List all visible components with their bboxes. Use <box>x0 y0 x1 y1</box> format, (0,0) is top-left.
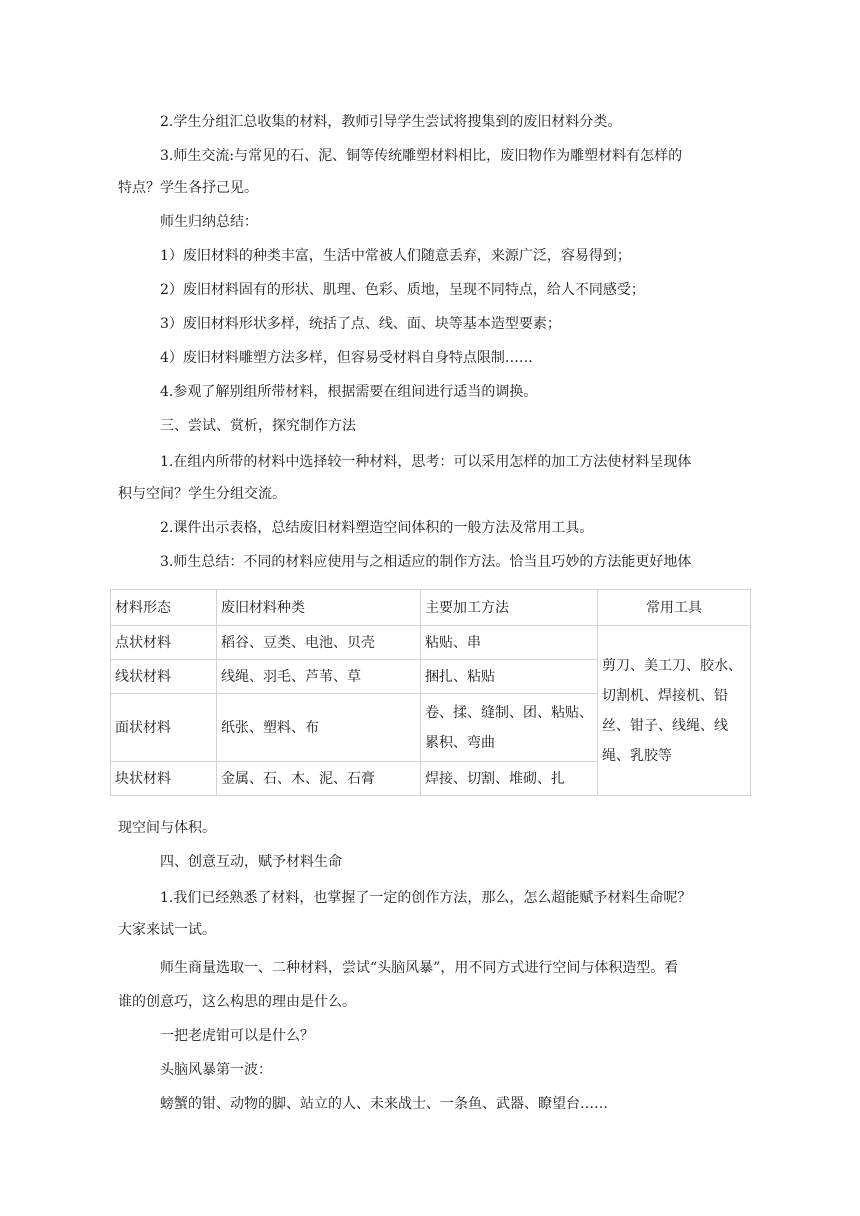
cell-method: 焊接、切割、堆砌、扎 <box>421 762 598 796</box>
materials-table <box>110 589 751 796</box>
paragraph: 特点？学生各抒己见。 <box>118 180 258 196</box>
cell-tools: 剪刀、美工刀、胶水、切割机、焊接机、铅丝、钳子、线绳、线绳、乳胶等 <box>598 626 751 796</box>
paragraph: 1.我们已经熟悉了材料，也掌握了一定的创作方法，那么，怎么超能赋予材料生命呢？ <box>160 890 692 906</box>
header-tools: 常用工具 <box>598 590 751 626</box>
cell-kinds: 线绳、羽毛、芦苇、草 <box>217 660 421 694</box>
paragraph: 师生归纳总结： <box>160 214 258 230</box>
cell-form: 点状材料 <box>111 626 217 660</box>
paragraph: 积与空间？学生分组交流。 <box>118 486 286 502</box>
paragraph: 现空间与体积。 <box>118 820 216 836</box>
cell-form: 线状材料 <box>111 660 217 694</box>
cell-method: 粘贴、串 <box>421 626 598 660</box>
cell-kinds: 金属、石、木、泥、石膏 <box>217 762 421 796</box>
paragraph: 2.学生分组汇总收集的材料，教师引导学生尝试将搜集到的废旧材料分类。 <box>160 114 622 130</box>
paragraph: 大家来试一试。 <box>118 922 216 938</box>
paragraph: 3.师生总结：不同的材料应使用与之相适应的制作方法。恰当且巧妙的方法能更好地体 <box>160 554 692 570</box>
cell-method: 卷、揉、缝制、团、粘贴、累积、弯曲 <box>421 694 598 762</box>
table-row <box>111 626 751 660</box>
paragraph: 1.在组内所带的材料中选择较一种材料，思考：可以采用怎样的加工方法使材料呈现体 <box>160 454 692 470</box>
list-item: 1）废旧材料的种类丰富，生活中常被人们随意丢弃，来源广泛，容易得到； <box>160 248 631 264</box>
header-kinds: 废旧材料种类 <box>217 590 421 626</box>
header-method: 主要加工方法 <box>421 590 598 626</box>
paragraph: 一把老虎钳可以是什么？ <box>160 1028 314 1044</box>
paragraph: 螃蟹的钳、动物的脚、站立的人、未来战士、一条鱼、武器、瞭望台…… <box>160 1096 608 1112</box>
paragraph: 4.参观了解别组所带材料，根据需要在组间进行适当的调换。 <box>160 384 538 400</box>
list-item: 3）废旧材料形状多样，统括了点、线、面、块等基本造型要素； <box>160 316 561 332</box>
section-heading: 三、尝试、赏析，探究制作方法 <box>160 418 356 434</box>
cell-kinds: 稻谷、豆类、电池、贝壳 <box>217 626 421 660</box>
list-item: 4）废旧材料雕塑方法多样，但容易受材料自身特点限制…… <box>160 350 533 366</box>
paragraph: 头脑风暴第一波： <box>160 1062 272 1078</box>
cell-form: 块状材料 <box>111 762 217 796</box>
section-heading: 四、创意互动，赋予材料生命 <box>160 854 342 870</box>
paragraph: 2.课件出示表格，总结废旧材料塑造空间体积的一般方法及常用工具。 <box>160 520 594 536</box>
cell-kinds: 纸张、塑料、布 <box>217 694 421 762</box>
table-header-row <box>111 590 751 626</box>
cell-method: 捆扎、粘贴 <box>421 660 598 694</box>
header-form: 材料形态 <box>111 590 217 626</box>
paragraph: 师生商量选取一、二种材料，尝试“头脑风暴”，用不同方式进行空间与体积造型。看 <box>160 960 679 976</box>
list-item: 2）废旧材料固有的形状、肌理、色彩、质地，呈现不同特点，给人不同感受； <box>160 282 645 298</box>
paragraph: 谁的创意巧，这么构思的理由是什么。 <box>118 994 356 1010</box>
paragraph: 3.师生交流:与常见的石、泥、铜等传统雕塑材料相比，废旧物作为雕塑材料有怎样的 <box>160 148 683 164</box>
cell-form: 面状材料 <box>111 694 217 762</box>
